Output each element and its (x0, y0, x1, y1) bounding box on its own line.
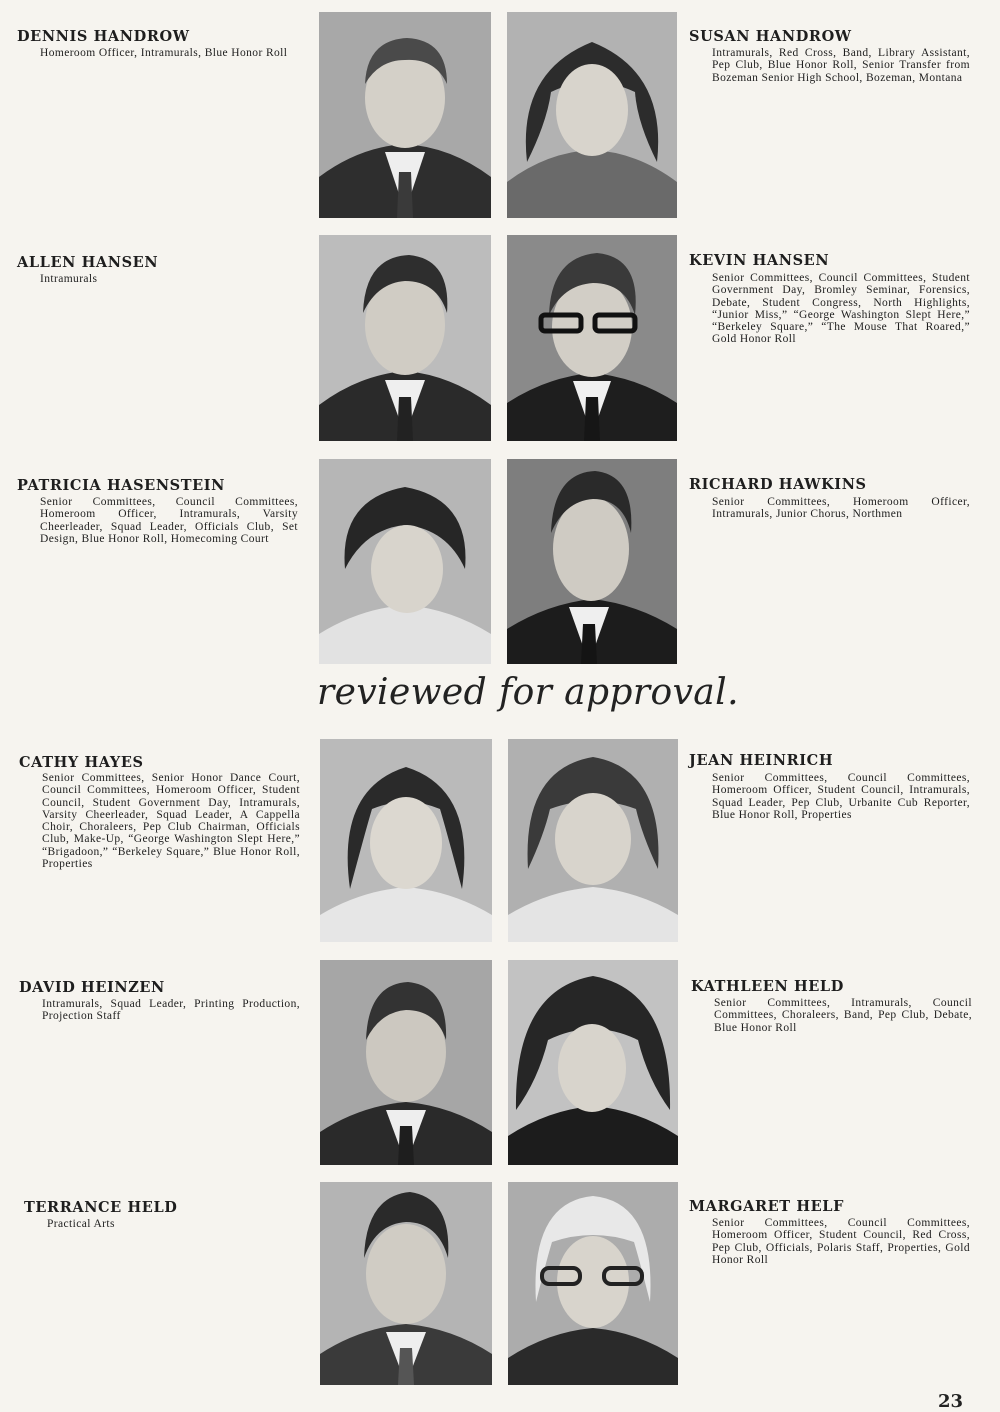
student-name-kathleen-held: KATHLEEN HELD (691, 978, 844, 995)
student-activities-susan-handrow: Intramurals, Red Cross, Band, Library Assistant, Pep Club, Blue Honor Roll, Senior Transfer from Bozeman Senior High School, Bozeman, Montana (712, 47, 970, 84)
portrait-jean-heinrich (508, 739, 678, 942)
student-activities-margaret-helf: Senior Committees, Council Committees, Homeroom Officer, Student Council, Red Cross, Pep Club, Officials, Polaris Staff, Properties, Gold Honor Roll (712, 1217, 970, 1266)
page-number: 23 (938, 1391, 964, 1412)
student-activities-dennis-handrow: Homeroom Officer, Intramurals, Blue Honor Roll (40, 47, 288, 59)
portrait-allen-hansen (319, 235, 491, 441)
portrait-dennis-handrow (319, 12, 491, 218)
portrait-david-heinzen (320, 960, 492, 1165)
student-name-susan-handrow: SUSAN HANDROW (689, 28, 852, 45)
student-activities-kevin-hansen: Senior Committees, Council Committees, Student Government Day, Bromley Seminar, Forensics, Debate, Student Congress, North Highlights, “Junior Miss,” “George Washington Slept Here,” “Berkeley Square,” “The Mouse That Roared,” Gold Honor Roll (712, 272, 970, 346)
portrait-margaret-helf (508, 1182, 678, 1385)
student-activities-allen-hansen: Intramurals (40, 273, 98, 285)
portrait-patricia-hasenstein (319, 459, 491, 664)
student-name-jean-heinrich: JEAN HEINRICH (689, 752, 834, 769)
student-activities-terrance-held: Practical Arts (47, 1218, 115, 1230)
student-activities-patricia-hasenstein: Senior Committees, Council Committees, Homeroom Officer, Intramurals, Varsity Cheerleader, Squad Leader, Officials Club, Set Design, Blue Honor Roll, Homecoming Court (40, 496, 298, 545)
headline: reviewed for approval. (317, 672, 739, 713)
student-name-patricia-hasenstein: PATRICIA HASENSTEIN (17, 477, 226, 494)
portrait-terrance-held (320, 1182, 492, 1385)
student-activities-cathy-hayes: Senior Committees, Senior Honor Dance Court, Council Committees, Homeroom Officer, Student Council, Student Government Day, Intramurals, Varsity Cheerleader, Squad Leader, A Cappella Choir, Choraleers, Pep Club Chairman, Officials Club, Make-Up, “George Washington Slept Here,” “Brigadoon,” “Berkeley Square,” Blue Honor Roll, Properties (42, 772, 300, 871)
portrait-richard-hawkins (507, 459, 677, 664)
student-name-margaret-helf: MARGARET HELF (689, 1198, 844, 1215)
student-name-richard-hawkins: RICHARD HAWKINS (689, 476, 867, 493)
portrait-cathy-hayes (320, 739, 492, 942)
student-name-cathy-hayes: CATHY HAYES (19, 754, 144, 771)
student-name-terrance-held: TERRANCE HELD (24, 1199, 178, 1216)
portrait-kevin-hansen (507, 235, 677, 441)
student-activities-david-heinzen: Intramurals, Squad Leader, Printing Production, Projection Staff (42, 998, 300, 1023)
portrait-kathleen-held (508, 960, 678, 1165)
portrait-susan-handrow (507, 12, 677, 218)
student-name-david-heinzen: DAVID HEINZEN (19, 979, 165, 996)
student-name-kevin-hansen: KEVIN HANSEN (689, 252, 830, 269)
student-activities-kathleen-held: Senior Committees, Intramurals, Council Committees, Choraleers, Band, Pep Club, Debate, Blue Honor Roll (714, 997, 972, 1034)
student-name-dennis-handrow: DENNIS HANDROW (17, 28, 190, 45)
student-name-allen-hansen: ALLEN HANSEN (17, 254, 159, 271)
student-activities-jean-heinrich: Senior Committees, Council Committees, Homeroom Officer, Student Council, Intramurals, Squad Leader, Pep Club, Urbanite Cub Reporter, Blue Honor Roll, Properties (712, 772, 970, 821)
student-activities-richard-hawkins: Senior Committees, Homeroom Officer, Intramurals, Junior Chorus, Northmen (712, 496, 970, 521)
